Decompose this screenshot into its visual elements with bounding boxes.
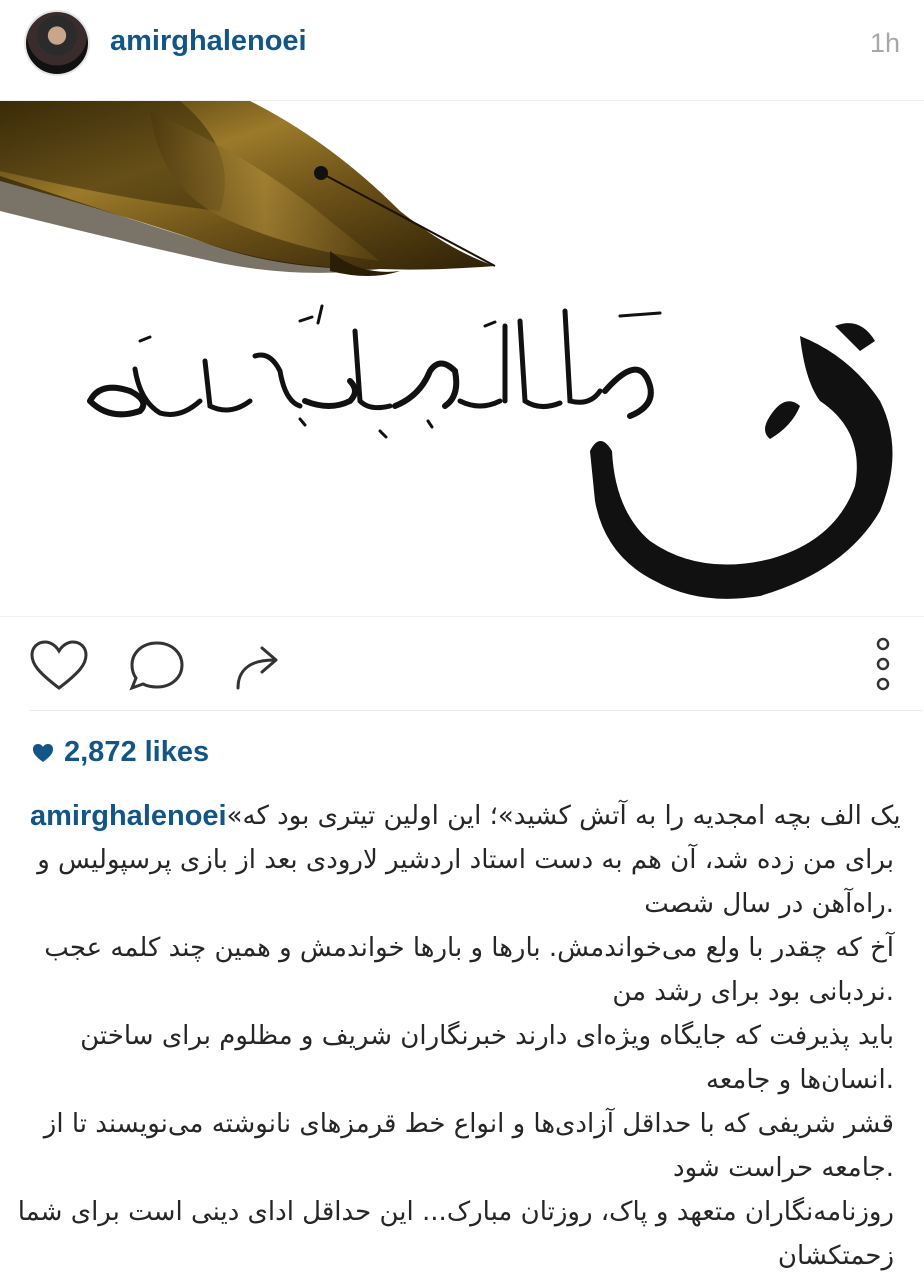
caption-line: .جامعه حراست شود xyxy=(673,1153,894,1183)
header-username[interactable]: amirghalenoei xyxy=(110,25,307,57)
avatar[interactable] xyxy=(24,10,90,76)
caption-line: زحمتکشان xyxy=(777,1241,894,1271)
post-timestamp: 1h xyxy=(869,28,900,58)
comment-bubble-icon[interactable] xyxy=(126,638,188,694)
caption-line xyxy=(30,794,901,838)
caption-line: .انسان‌ها و جامعه xyxy=(705,1065,894,1095)
divider xyxy=(30,710,922,711)
caption-text: یک الف بچه امجدیه را به آتش کشید»؛ این اولین تیتری بود که» xyxy=(226,801,901,831)
more-options-icon[interactable] xyxy=(870,634,896,694)
caption-username[interactable]: amirghalenoei xyxy=(30,800,227,832)
caption-line: قشر شریفی که با حداقل آزادی‌ها و انواع خط قرمزهای نانوشته می‌نویسند تا از xyxy=(43,1109,894,1139)
heart-outline-icon[interactable] xyxy=(28,638,90,694)
caption-line: روزنامه‌نگاران متعهد و پاک، روزتان مبارک... این حداقل ادای دینی است برای شما xyxy=(17,1197,894,1227)
caption-line: آخ که چقدر با ولع می‌خواندمش. بارها و بارها خواندمش و همین چند کلمه عجب xyxy=(44,933,894,963)
heart-filled-icon xyxy=(32,743,54,763)
calligraphy-artwork xyxy=(0,101,924,616)
action-bar xyxy=(0,616,924,710)
caption-line: باید پذیرفت که جایگاه ویژه‌ای دارند خبرنگاران شریف و مظلوم برای ساختن xyxy=(80,1021,894,1051)
noon-letter xyxy=(590,323,893,599)
verse-calligraphy xyxy=(90,306,660,437)
caption-line: برای من زده شد، آن هم به دست استاد اردشیر لارودی بعد از بازی پرسپولیس و xyxy=(37,845,894,875)
caption-line: .راه‌آهن در سال شصت xyxy=(644,889,894,919)
caption-line: .نردبانی بود برای رشد من xyxy=(612,977,894,1007)
likes-label: 2,872 likes xyxy=(64,736,210,768)
share-arrow-icon[interactable] xyxy=(230,638,292,694)
post-caption xyxy=(17,794,901,1278)
post-image[interactable] xyxy=(0,100,924,617)
pen-nib-illustration xyxy=(0,101,495,276)
likes-count[interactable] xyxy=(32,736,209,769)
post-header xyxy=(0,0,924,100)
